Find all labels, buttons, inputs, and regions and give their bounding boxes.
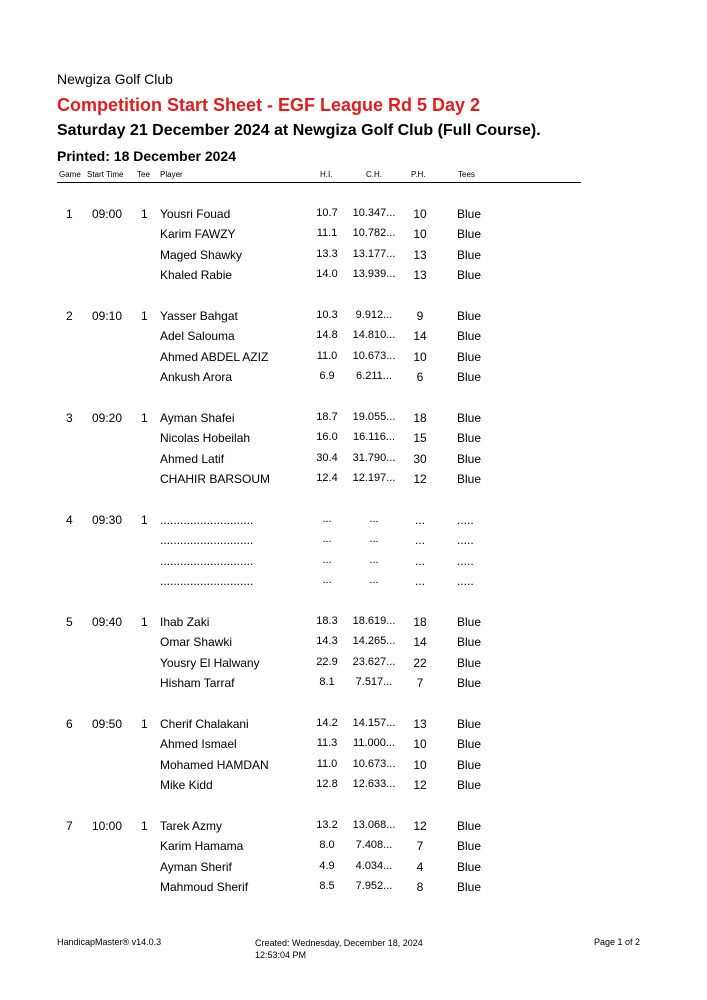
player-name: Yasser Bahgat [160,309,238,323]
tees-color: Blue [457,309,482,323]
tee-number: 1 [141,411,148,425]
playing-handicap: 18 [413,411,427,425]
tee-number: 1 [141,309,148,323]
game-number: 1 [66,207,73,221]
course-handicap: 18.619... [352,615,396,627]
tees-color: Blue [457,880,482,895]
handicap-index: 6.9 [319,370,335,383]
col-header-tees: Tees [458,170,475,179]
playing-handicap: 13 [413,247,427,262]
tees-color: Blue [457,778,482,793]
player-name: CHAHIR BARSOUM [160,472,271,487]
page-title: Competition Start Sheet - EGF League Rd 5 Day 2 [57,95,481,115]
player-name: Hisham Tarraf [160,676,235,691]
player-name: Karim FAWZY [160,227,236,242]
handicap-index: 8.5 [319,880,335,893]
playing-handicap: 7 [416,676,424,691]
tees-color: Blue [457,329,482,344]
col-header-ch: C.H. [366,170,382,179]
tees-color: ..... [457,553,474,568]
player-name: ............................ [160,533,254,548]
course-handicap: 23.627... [352,655,396,668]
game-number: 6 [66,717,73,731]
handicap-index: 13.2 [316,819,338,831]
tees-color: Blue [457,411,482,425]
tees-color: Blue [457,635,482,650]
playing-handicap: 13 [413,268,427,283]
tee-number: 1 [141,717,148,731]
tee-number: 1 [141,615,148,629]
start-time: 09:20 [92,411,123,425]
tees-color: Blue [457,227,482,242]
playing-handicap: 7 [416,839,424,854]
player-name: Ihab Zaki [160,615,210,629]
handicap-index: 12.8 [316,778,338,791]
course-handicap: 13.177... [352,247,396,260]
player-name: Tarek Azmy [160,819,223,833]
player-name: Adel Salouma [160,329,235,344]
course-handicap: 14.157... [352,717,396,729]
handicap-index: 4.9 [319,859,335,872]
tees-color: Blue [457,451,482,466]
course-handicap: 10.347... [352,207,396,219]
start-time: 09:40 [92,615,123,629]
col-header-start-time: Start Time [87,170,124,179]
footer-software: HandicapMaster® v14.0.3 [57,937,162,947]
playing-handicap: 12 [413,819,427,833]
tees-color: Blue [457,655,482,670]
game-number: 4 [66,513,73,527]
playing-handicap: ... [414,513,425,527]
playing-handicap: 12 [413,472,427,487]
player-name: Khaled Rabie [160,268,233,283]
course-handicap: 4.034... [355,859,393,872]
player-name: ............................ [160,553,254,568]
club-name: Newgiza Golf Club [57,71,173,87]
tees-color: ..... [457,574,474,589]
course-handicap: 13.939... [352,268,396,281]
course-handicap: ... [369,574,379,587]
handicap-index: 14.8 [316,329,338,342]
course-handicap: 14.265... [352,635,396,648]
tee-number: 1 [141,513,148,527]
player-name: Yousri Fouad [160,207,231,221]
handicap-index: ... [322,574,332,587]
tees-color: Blue [457,268,482,283]
playing-handicap: 14 [413,635,427,650]
footer-created-time: 12:53:04 PM [255,950,307,960]
footer-created [255,937,423,961]
handicap-index: ... [322,553,332,566]
playing-handicap: 10 [413,349,427,364]
player-name: Mohamed HAMDAN [160,757,269,772]
handicap-index: 12.4 [316,472,338,485]
event-subtitle: Saturday 21 December 2024 at Newgiza Golf Club (Full Course). [57,122,541,139]
course-handicap: ... [369,553,379,566]
course-handicap: 7.408... [355,839,393,852]
game-number: 2 [66,309,73,323]
player-name: Nicolas Hobeilah [160,431,251,446]
playing-handicap: 14 [413,329,427,344]
player-name: Ahmed ABDEL AZIZ [160,349,269,364]
course-handicap: 10.673... [352,757,396,770]
player-name: Ankush Arora [160,370,233,385]
handicap-index: 8.0 [319,839,335,852]
course-handicap: ... [369,513,379,525]
handicap-index: 8.1 [319,676,335,689]
tees-color: ..... [457,513,474,527]
course-handicap: 6.211... [356,370,392,383]
handicap-index: 14.3 [316,635,338,648]
course-handicap: 13.068... [352,819,396,831]
game-number: 3 [66,411,73,425]
player-name: Cherif Chalakani [160,717,249,731]
playing-handicap: 18 [413,615,427,629]
start-time: 09:00 [92,207,123,221]
header-divider [57,182,581,183]
player-name: Yousry El Halwany [160,655,260,670]
playing-handicap: 12 [413,778,427,793]
course-handicap: ... [369,533,379,546]
game-number: 7 [66,819,73,833]
player-name: Ayman Shafei [160,411,235,425]
player-name: Maged Shawky [160,247,243,262]
handicap-index: 11.0 [316,757,338,770]
handicap-index: 11.3 [316,737,338,750]
player-name: ............................ [160,574,254,589]
player-name: Karim Hamama [160,839,244,854]
printed-date: Printed: 18 December 2024 [57,148,236,164]
footer-page-number: Page 1 of 2 [594,937,641,947]
player-name: Mahmoud Sherif [160,880,249,895]
playing-handicap: ... [414,553,425,568]
course-handicap: 19.055... [352,411,396,423]
playing-handicap: 10 [413,757,427,772]
tees-color: Blue [457,859,482,874]
handicap-index: 30.4 [316,451,338,464]
course-handicap: 7.952... [355,880,393,893]
handicap-index: ... [322,533,332,546]
playing-handicap: 6 [416,370,424,385]
handicap-index: ... [322,513,332,525]
playing-handicap: ... [414,574,425,589]
playing-handicap: 22 [413,655,427,670]
course-handicap: 12.197... [352,472,396,485]
tees-color: Blue [457,247,482,262]
start-time: 09:50 [92,717,123,731]
start-time: 09:10 [92,309,123,323]
handicap-index: 18.7 [316,411,338,423]
playing-handicap: 4 [416,859,424,874]
col-header-player: Player [160,170,183,179]
handicap-index: 10.3 [316,309,338,321]
tees-color: Blue [457,207,482,221]
player-name: Omar Shawki [160,635,233,650]
tee-number: 1 [141,207,148,221]
tees-color: Blue [457,472,482,487]
playing-handicap: 10 [413,737,427,752]
playing-handicap: 15 [413,431,427,446]
tees-color: Blue [457,839,482,854]
tees-color: ..... [457,533,474,548]
tees-color: Blue [457,717,482,731]
handicap-index: 16.0 [316,431,338,444]
tee-number: 1 [141,819,148,833]
player-name: Mike Kidd [160,778,213,793]
course-handicap: 7.517... [355,676,393,689]
course-handicap: 31.790... [352,451,396,464]
handicap-index: 22.9 [316,655,338,668]
tees-color: Blue [457,757,482,772]
tees-color: Blue [457,349,482,364]
tees-color: Blue [457,431,482,446]
playing-handicap: 10 [413,207,427,221]
course-handicap: 10.673... [352,349,396,362]
start-time: 10:00 [92,819,123,833]
col-header-game: Game [59,170,81,179]
handicap-index: 14.2 [316,717,338,729]
player-name: ............................ [160,513,254,527]
handicap-index: 18.3 [316,615,338,627]
tees-color: Blue [457,737,482,752]
course-handicap: 14.810... [352,329,396,342]
col-header-ph: P.H. [411,170,426,179]
start-time: 09:30 [92,513,123,527]
playing-handicap: 13 [413,717,427,731]
player-name: Ayman Sherif [160,859,232,874]
col-header-hi: H.I. [320,170,333,179]
handicap-index: 11.1 [316,227,338,240]
tees-color: Blue [457,676,482,691]
handicap-index: 11.0 [316,349,338,362]
course-handicap: 11.000... [353,737,395,750]
tees-color: Blue [457,370,482,385]
playing-handicap: 30 [413,451,427,466]
handicap-index: 13.3 [316,247,338,260]
course-handicap: 12.633... [352,778,396,791]
handicap-index: 14.0 [316,268,338,281]
playing-handicap: ... [414,533,425,548]
course-handicap: 16.116... [353,431,395,444]
course-handicap: 9.912... [355,309,393,321]
handicap-index: 10.7 [316,207,338,219]
playing-handicap: 10 [413,227,427,242]
tees-color: Blue [457,819,482,833]
col-header-tee: Tee [137,170,150,179]
tees-color: Blue [457,615,482,629]
footer-created-date: Created: Wednesday, December 18, 2024 [255,938,423,948]
player-name: Ahmed Latif [160,451,225,466]
game-number: 5 [66,615,73,629]
player-name: Ahmed Ismael [160,737,237,752]
course-handicap: 10.782... [352,227,396,240]
playing-handicap: 8 [416,880,424,895]
playing-handicap: 9 [416,309,424,323]
